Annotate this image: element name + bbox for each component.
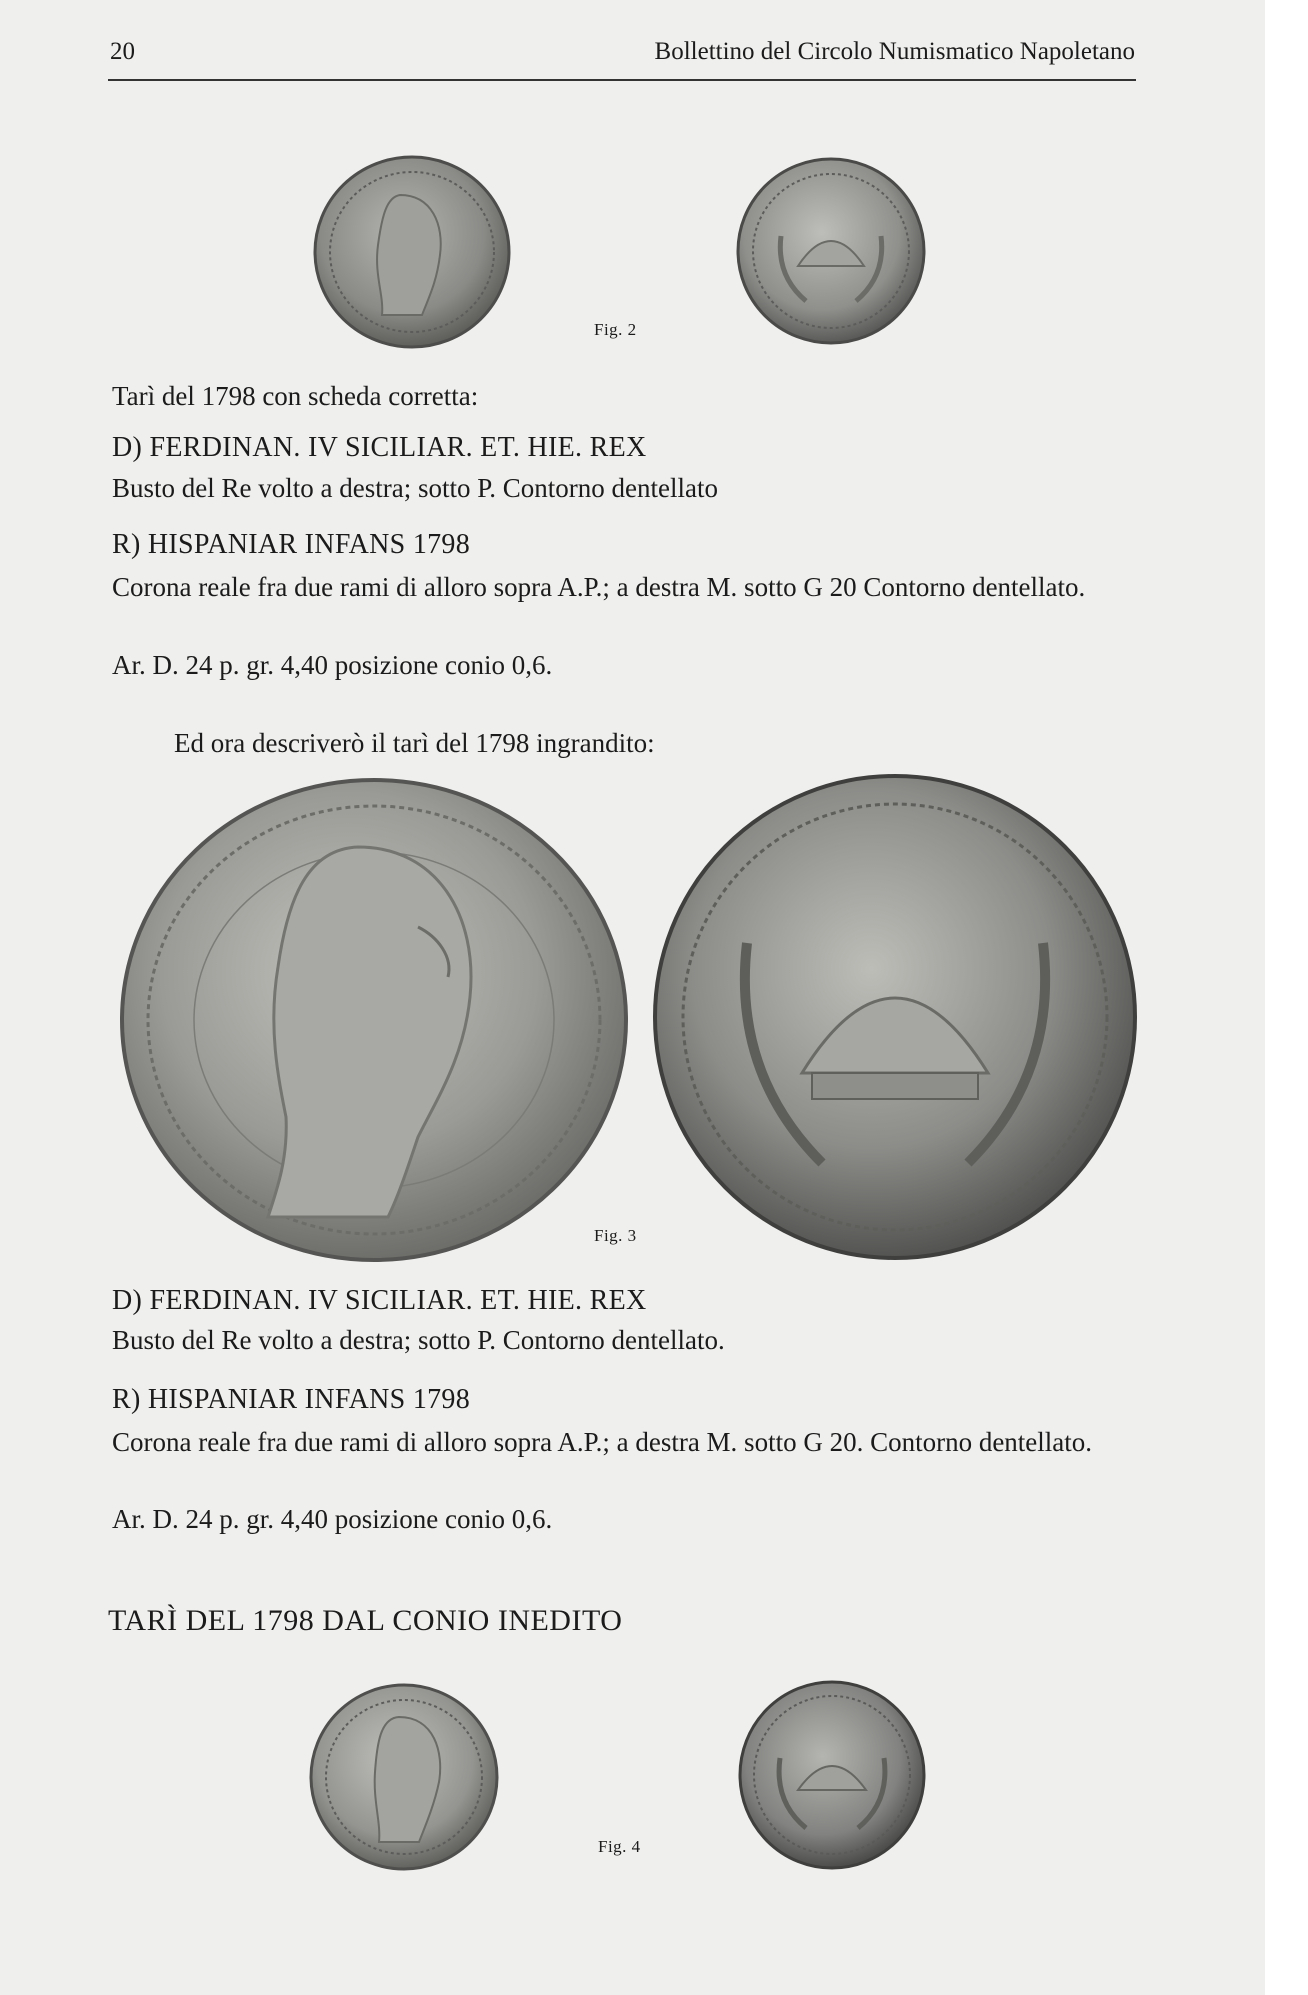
section3-heading: TARÌ DEL 1798 DAL CONIO INEDITO [108, 1604, 623, 1637]
fig2-reverse-coin [736, 156, 926, 346]
fig4-caption: Fig. 4 [598, 1837, 641, 1856]
section1-specs: Ar. D. 24 p. gr. 4,40 posizione conio 0,6. [112, 650, 553, 680]
page-number: 20 [110, 38, 135, 65]
section1-reverse-description: Corona reale fra due rami di alloro sopra A.P.; a destra M. sotto G 20 Contorno dentellato. [112, 572, 1086, 602]
fig3-reverse-coin [652, 773, 1138, 1261]
enlarged-intro: Ed ora descriverò il tarì del 1798 ingrandito: [174, 728, 655, 758]
fig3-caption: Fig. 3 [594, 1226, 637, 1245]
fig2-caption: Fig. 2 [594, 320, 637, 339]
section2-obverse-legend: D) FERDINAN. IV SICILIAR. ET. HIE. REX [112, 1285, 647, 1316]
section1-intro: Tarì del 1798 con scheda corretta: [112, 381, 479, 411]
fig4-obverse-coin [309, 1682, 499, 1872]
fig3-obverse-coin [118, 777, 630, 1263]
fig2-obverse-coin [312, 155, 512, 350]
section1-obverse-description: Busto del Re volto a destra; sotto P. Contorno dentellato [112, 473, 718, 503]
section2-obverse-description: Busto del Re volto a destra; sotto P. Contorno dentellato. [112, 1325, 725, 1355]
fig4-reverse-coin [738, 1680, 926, 1870]
section1-reverse-legend: R) HISPANIAR INFANS 1798 [112, 529, 471, 560]
section2-specs: Ar. D. 24 p. gr. 4,40 posizione conio 0,6. [112, 1504, 553, 1534]
header-rule [108, 79, 1136, 81]
section2-reverse-description: Corona reale fra due rami di alloro sopra A.P.; a destra M. sotto G 20. Contorno dentellato. [112, 1427, 1093, 1457]
journal-title: Bollettino del Circolo Numismatico Napoletano [654, 38, 1135, 65]
section2-reverse-legend: R) HISPANIAR INFANS 1798 [112, 1384, 471, 1415]
section1-obverse-legend: D) FERDINAN. IV SICILIAR. ET. HIE. REX [112, 432, 647, 463]
